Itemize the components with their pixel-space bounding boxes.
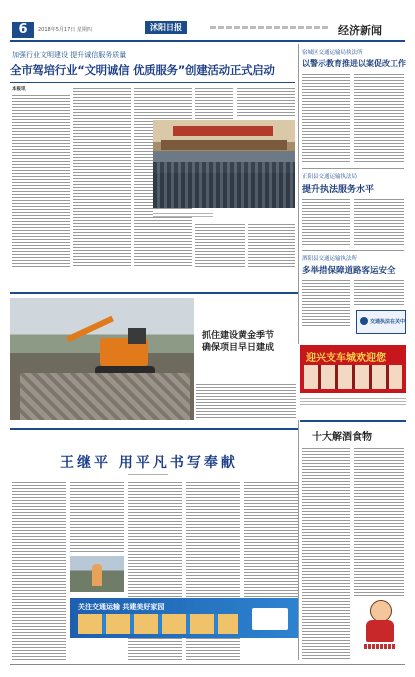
lead-text-col-6	[248, 222, 295, 268]
meeting-banner	[173, 126, 273, 136]
meeting-photo	[153, 120, 295, 208]
bottom-text-col-2	[70, 480, 124, 552]
sidebar-mid-text-a	[302, 197, 350, 245]
photo-feature-caption	[196, 382, 296, 418]
audience	[153, 162, 295, 208]
right-column-headline: 十大解酒食物	[312, 432, 372, 443]
lead-story-headline: 全市驾培行业“文明诚信 优质服务”创建活动正式启动	[10, 63, 275, 77]
meeting-photo-caption	[153, 211, 213, 217]
lead-text-col-7	[237, 86, 295, 116]
lead-text-col-2	[73, 86, 131, 268]
cartoon-body	[366, 620, 394, 642]
sidebar-bottom-text-a	[302, 278, 350, 328]
sidebar-divider	[298, 44, 299, 344]
sidebar-top-source: 宿城区交通运输局执法所	[302, 50, 363, 56]
lead-text-col-1	[12, 93, 70, 268]
page-bottom-rule	[10, 664, 405, 665]
right-text-col-b	[354, 446, 404, 596]
sidebar-top-headline: 以警示教育推进以案促改工作	[302, 59, 406, 68]
right-column-divider	[298, 420, 299, 660]
red-banner-text: 迎兴支车城欢迎您	[306, 353, 386, 364]
meeting-stage	[161, 140, 287, 150]
box-ad	[356, 310, 406, 334]
lead-text-col-5	[195, 222, 245, 268]
sidebar-bottom-text-b	[354, 278, 404, 306]
sidebar-bottom-headline: 多举措保障道路客运安全	[302, 266, 396, 276]
lead-bottom-rule	[10, 292, 298, 294]
section-name: 经济新闻	[338, 24, 382, 37]
footer-ad	[70, 598, 298, 638]
excavator-cab	[128, 328, 146, 344]
photo-feature-title-1: 抓住建设黄金季节	[202, 331, 275, 341]
page-number: 6	[12, 22, 34, 38]
lead-story-kicker: 加强行业文明建设 提升诚信服务质量	[12, 51, 127, 59]
sidebar-top-text-b	[354, 72, 404, 162]
sidebar-rule-1	[302, 168, 404, 169]
bottom-story-headline: 王继平 用平凡书写奉献	[60, 455, 238, 471]
right-column-rule	[300, 420, 406, 422]
rubble	[20, 373, 190, 420]
sidebar-rule-2	[302, 250, 404, 251]
excavator-photo	[10, 298, 194, 420]
bottom-story-photo	[70, 556, 124, 592]
sidebar-bottom-source: 泗阳县交通运输执法所	[302, 256, 358, 262]
cartoon-label	[364, 644, 396, 649]
header-slogan	[210, 26, 330, 29]
masthead: 沭阳日报	[145, 21, 187, 34]
sidebar-mid-text-b	[354, 197, 404, 245]
footer-ad-text: 关注交通运输 共建美好家园	[78, 603, 165, 611]
lead-rule	[10, 82, 295, 83]
cartoon-head	[370, 600, 392, 622]
red-banner-ad	[300, 345, 406, 393]
bottom-story-rule	[10, 428, 298, 430]
footer-ad-images	[78, 614, 238, 634]
sidebar-mid-source: 正阳县交通运输执法局	[302, 174, 358, 180]
worker-figure	[92, 564, 102, 586]
red-banner-strip	[304, 365, 402, 389]
box-ad-label: 交通执法在关中	[370, 319, 406, 325]
bottom-story-byline	[128, 472, 168, 476]
header-rule	[10, 40, 405, 42]
bottom-text-col-1	[12, 480, 66, 660]
photo-feature-title-2: 确保项目早日建成	[202, 343, 275, 353]
date-line: 2018年5月17日 星期四	[38, 27, 92, 33]
sidebar-top-text-a	[302, 72, 350, 162]
right-text-col-a	[302, 446, 350, 660]
footer-ad-logo	[252, 608, 288, 630]
lead-byline: 本报讯	[12, 87, 26, 92]
box-ad-icon	[360, 317, 368, 325]
cartoon-illustration	[360, 600, 400, 650]
red-banner-footer-text	[300, 396, 406, 406]
sidebar-mid-headline: 提升执法服务水平	[302, 185, 375, 195]
